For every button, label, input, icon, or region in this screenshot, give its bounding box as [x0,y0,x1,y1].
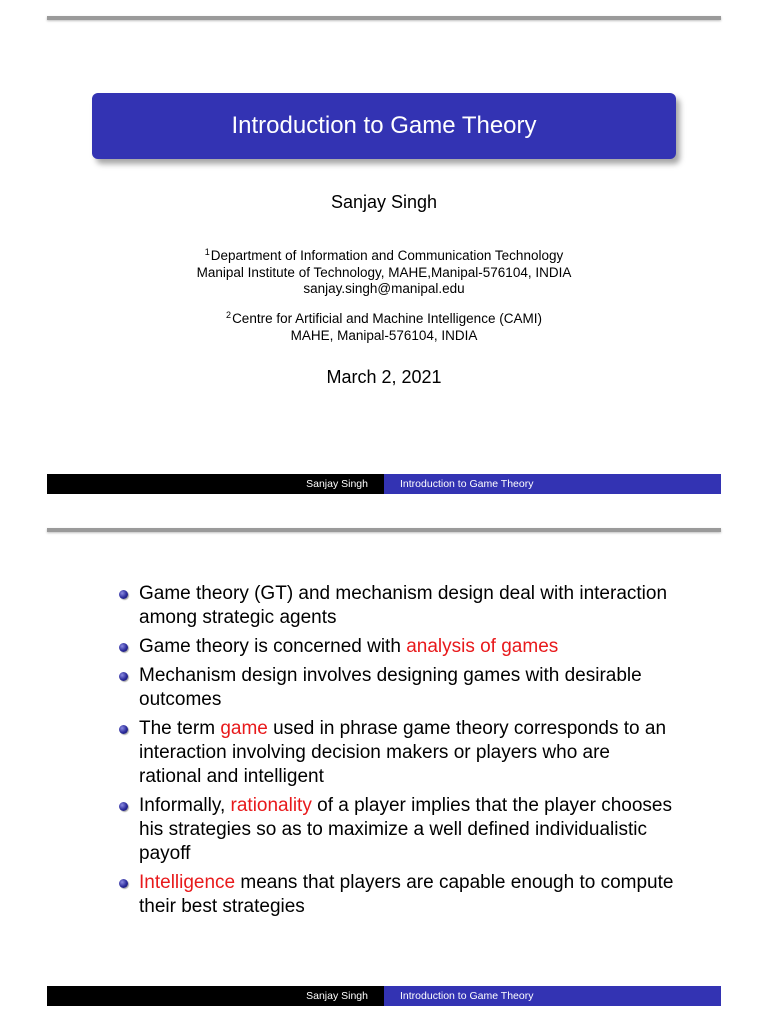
institute-2 [47,307,721,344]
institute-1-footnote-mark: 1 [204,247,210,257]
institute-2-line-2: MAHE, Manipal-576104, INDIA [290,327,478,343]
highlighted-term: analysis of games [406,636,559,657]
bullet-item [117,664,677,712]
bullet-text: The term [139,718,221,739]
slide-top-rule [47,528,721,532]
highlighted-term: game [220,718,268,739]
bullet-text: used in phrase game theory corresponds to an interaction involving decision makers or players who are rational and intelligent [139,718,667,787]
institute-1-line-2: Manipal Institute of Technology, MAHE,Manipal-576104, INDIA [196,264,572,280]
slide-footer [47,986,721,1006]
institute-1-line-1 [47,244,721,265]
slide-top-rule [47,16,721,20]
bullet-text: of a player implies that the player chooses his strategies so as to maximize a well defined individualistic payoff [139,795,672,864]
institute-2-centre: Centre for Artificial and Machine Intelligence (CAMI) [232,311,542,326]
bullet-icon [119,590,128,599]
bullet-item [117,635,677,659]
institute-2-line-1 [47,307,721,328]
highlighted-term: Intelligence [139,872,236,893]
bullet-item [117,794,677,866]
bullet-item [117,871,677,919]
author-name: Sanjay Singh [330,192,438,212]
bullet-text: Mechanism design involves designing games with desirable outcomes [139,665,642,710]
bullet-list [117,582,677,924]
footer-author: Sanjay Singh [47,986,384,1006]
bullet-item [117,582,677,630]
bullet-item [117,717,677,789]
bullet-icon [119,725,128,734]
bullet-text: Game theory (GT) and mechanism design deal with interaction among strategic agents [139,583,668,628]
institute-1-email: sanjay.singh@manipal.edu [303,281,465,296]
bullet-icon [119,672,128,681]
footer-title: Introduction to Game Theory [384,474,721,494]
content-slide [47,528,721,1006]
title-slide [47,16,721,494]
bullet-text: Game theory is concerned with [139,636,407,657]
bullet-icon [119,879,128,888]
title-box [92,93,676,159]
bullet-icon [119,643,128,652]
footer-author: Sanjay Singh [47,474,384,494]
bullet-text: Informally, [139,795,231,816]
institute-2-footnote-mark: 2 [226,310,232,320]
bullet-icon [119,802,128,811]
footer-title: Introduction to Game Theory [384,986,721,1006]
highlighted-term: rationality [230,795,312,816]
institute-1 [47,244,721,298]
institute-1-department: Department of Information and Communication Technology [210,248,564,263]
presentation-title: Introduction to Game Theory [231,112,537,139]
bullet-text: means that players are capable enough to compute their best strategies [139,872,674,917]
presentation-date: March 2, 2021 [326,367,442,387]
slide-footer [47,474,721,494]
